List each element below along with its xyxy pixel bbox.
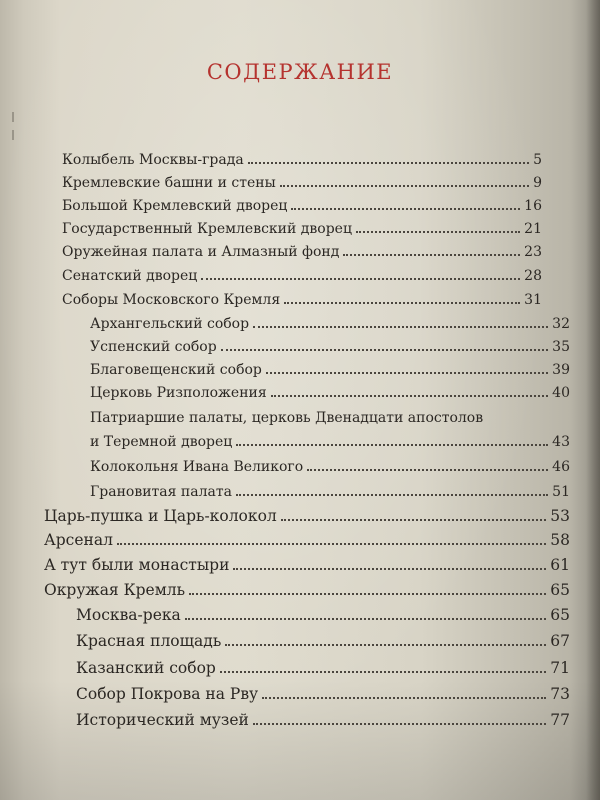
toc-entry-label: Сенатский дворец <box>62 268 198 284</box>
toc-entry-label: Архангельский собор <box>90 316 250 332</box>
toc-subentry <box>76 602 570 624</box>
dot-leader <box>221 349 548 351</box>
toc-entry-page: 31 <box>524 292 542 308</box>
toc-subentry <box>76 655 570 677</box>
page-edge-mark <box>12 130 14 140</box>
toc-subentry <box>76 628 570 650</box>
dot-leader <box>262 697 546 699</box>
toc-subentry <box>76 707 570 729</box>
toc-entry-page: 61 <box>550 556 570 574</box>
dot-leader <box>284 302 520 304</box>
toc-entry <box>62 169 542 191</box>
toc-entry <box>62 262 542 284</box>
toc-entry-label: Успенский собор <box>90 339 217 355</box>
dot-leader <box>343 254 520 256</box>
toc-entry-page: 35 <box>552 339 570 355</box>
toc-entry-page: 46 <box>552 459 570 475</box>
dot-leader <box>281 519 547 521</box>
toc-entry-page: 58 <box>550 531 570 549</box>
toc-entry-page: 21 <box>524 221 542 237</box>
toc-entry-label: Государственный Кремлевский дворец <box>62 221 352 237</box>
page-edge-shadow <box>586 0 600 800</box>
toc-subentry <box>90 310 570 332</box>
toc-entry-page: 23 <box>524 244 542 260</box>
toc-entry-label: Казанский собор <box>76 659 216 677</box>
toc-entry-label: Исторический музей <box>76 711 249 729</box>
toc-subentry <box>90 453 570 475</box>
toc-entry <box>44 577 570 599</box>
dot-leader <box>117 543 546 545</box>
dot-leader <box>356 231 520 233</box>
toc-entry <box>62 146 542 168</box>
toc-entry-page: 5 <box>533 152 542 168</box>
toc-entry <box>44 503 570 525</box>
page-edge-mark <box>12 112 14 122</box>
dot-leader <box>189 593 546 595</box>
toc-entry-page: 40 <box>552 385 570 401</box>
dot-leader <box>225 644 546 646</box>
toc-entry-label: Соборы Московского Кремля <box>62 292 281 308</box>
toc-entry-label: Благовещенский собор <box>90 362 262 378</box>
dot-leader <box>266 372 548 374</box>
toc-entry-page: 51 <box>552 484 570 500</box>
toc-entry-page: 16 <box>524 198 542 214</box>
dot-leader <box>253 326 548 328</box>
toc-entry-label: Грановитая палата <box>90 484 232 500</box>
toc-entry-page: 71 <box>550 659 570 677</box>
toc-entry-page: 73 <box>550 685 570 703</box>
toc-entry-label: Окружая Кремль <box>44 581 186 599</box>
toc-entry-label: Патриаршие палаты, церковь Двенадцати апостолов <box>90 410 484 426</box>
toc-entry-page: 77 <box>550 711 570 729</box>
toc-entry-page: 32 <box>552 316 570 332</box>
toc-subentry <box>90 428 570 450</box>
toc-entry-page: 28 <box>524 268 542 284</box>
toc-entry-label: Большой Кремлевский дворец <box>62 198 288 214</box>
toc-entry-label: Колыбель Москвы-града <box>62 152 244 168</box>
dot-leader <box>185 618 546 620</box>
toc-entry <box>62 192 542 214</box>
toc-entry <box>62 286 542 308</box>
toc-entry-label: Арсенал <box>44 531 113 549</box>
toc-entry-label: Церковь Ризположения <box>90 385 267 401</box>
toc-entry <box>62 215 542 237</box>
toc-entry <box>44 552 570 574</box>
dot-leader <box>233 568 546 570</box>
toc-subentry <box>90 379 570 401</box>
toc-entry-page: 65 <box>550 606 570 624</box>
toc-entry-label: Колокольня Ивана Великого <box>90 459 304 475</box>
toc-entry-page: 67 <box>550 632 570 650</box>
toc-entry-label: Москва-река <box>76 606 181 624</box>
toc-entry-label: Красная площадь <box>76 632 222 650</box>
dot-leader <box>280 185 529 187</box>
dot-leader <box>236 444 548 446</box>
toc-entry-page: 39 <box>552 362 570 378</box>
toc-entry <box>62 238 542 260</box>
toc-entry-page: 9 <box>533 175 542 191</box>
dot-leader <box>291 208 520 210</box>
toc-entry-page: 53 <box>550 507 570 525</box>
toc-entry-label: Царь-пушка и Царь-колокол <box>44 507 277 525</box>
page-title: СОДЕРЖАНИЕ <box>206 60 394 84</box>
toc-entry-page: 43 <box>552 434 570 450</box>
toc-subentry <box>76 681 570 703</box>
toc-subentry <box>90 356 570 378</box>
dot-leader <box>248 162 529 164</box>
dot-leader <box>220 671 546 673</box>
toc-entry-label: Кремлевские башни и стены <box>62 175 276 191</box>
toc-entry <box>44 527 570 549</box>
toc-subentry-line <box>90 404 570 426</box>
dot-leader <box>253 723 546 725</box>
dot-leader <box>201 278 520 280</box>
toc-subentry <box>90 333 570 355</box>
dot-leader <box>236 494 548 496</box>
toc-entry-label: и Теремной дворец <box>90 434 233 450</box>
toc-subentry <box>90 478 570 500</box>
dot-leader <box>271 395 548 397</box>
toc-entry-label: А тут были монастыри <box>44 556 230 574</box>
dot-leader <box>307 469 548 471</box>
toc-entry-label: Оружейная палата и Алмазный фонд <box>62 244 340 260</box>
toc-entry-label: Собор Покрова на Рву <box>76 685 259 703</box>
toc-entry-page: 65 <box>550 581 570 599</box>
